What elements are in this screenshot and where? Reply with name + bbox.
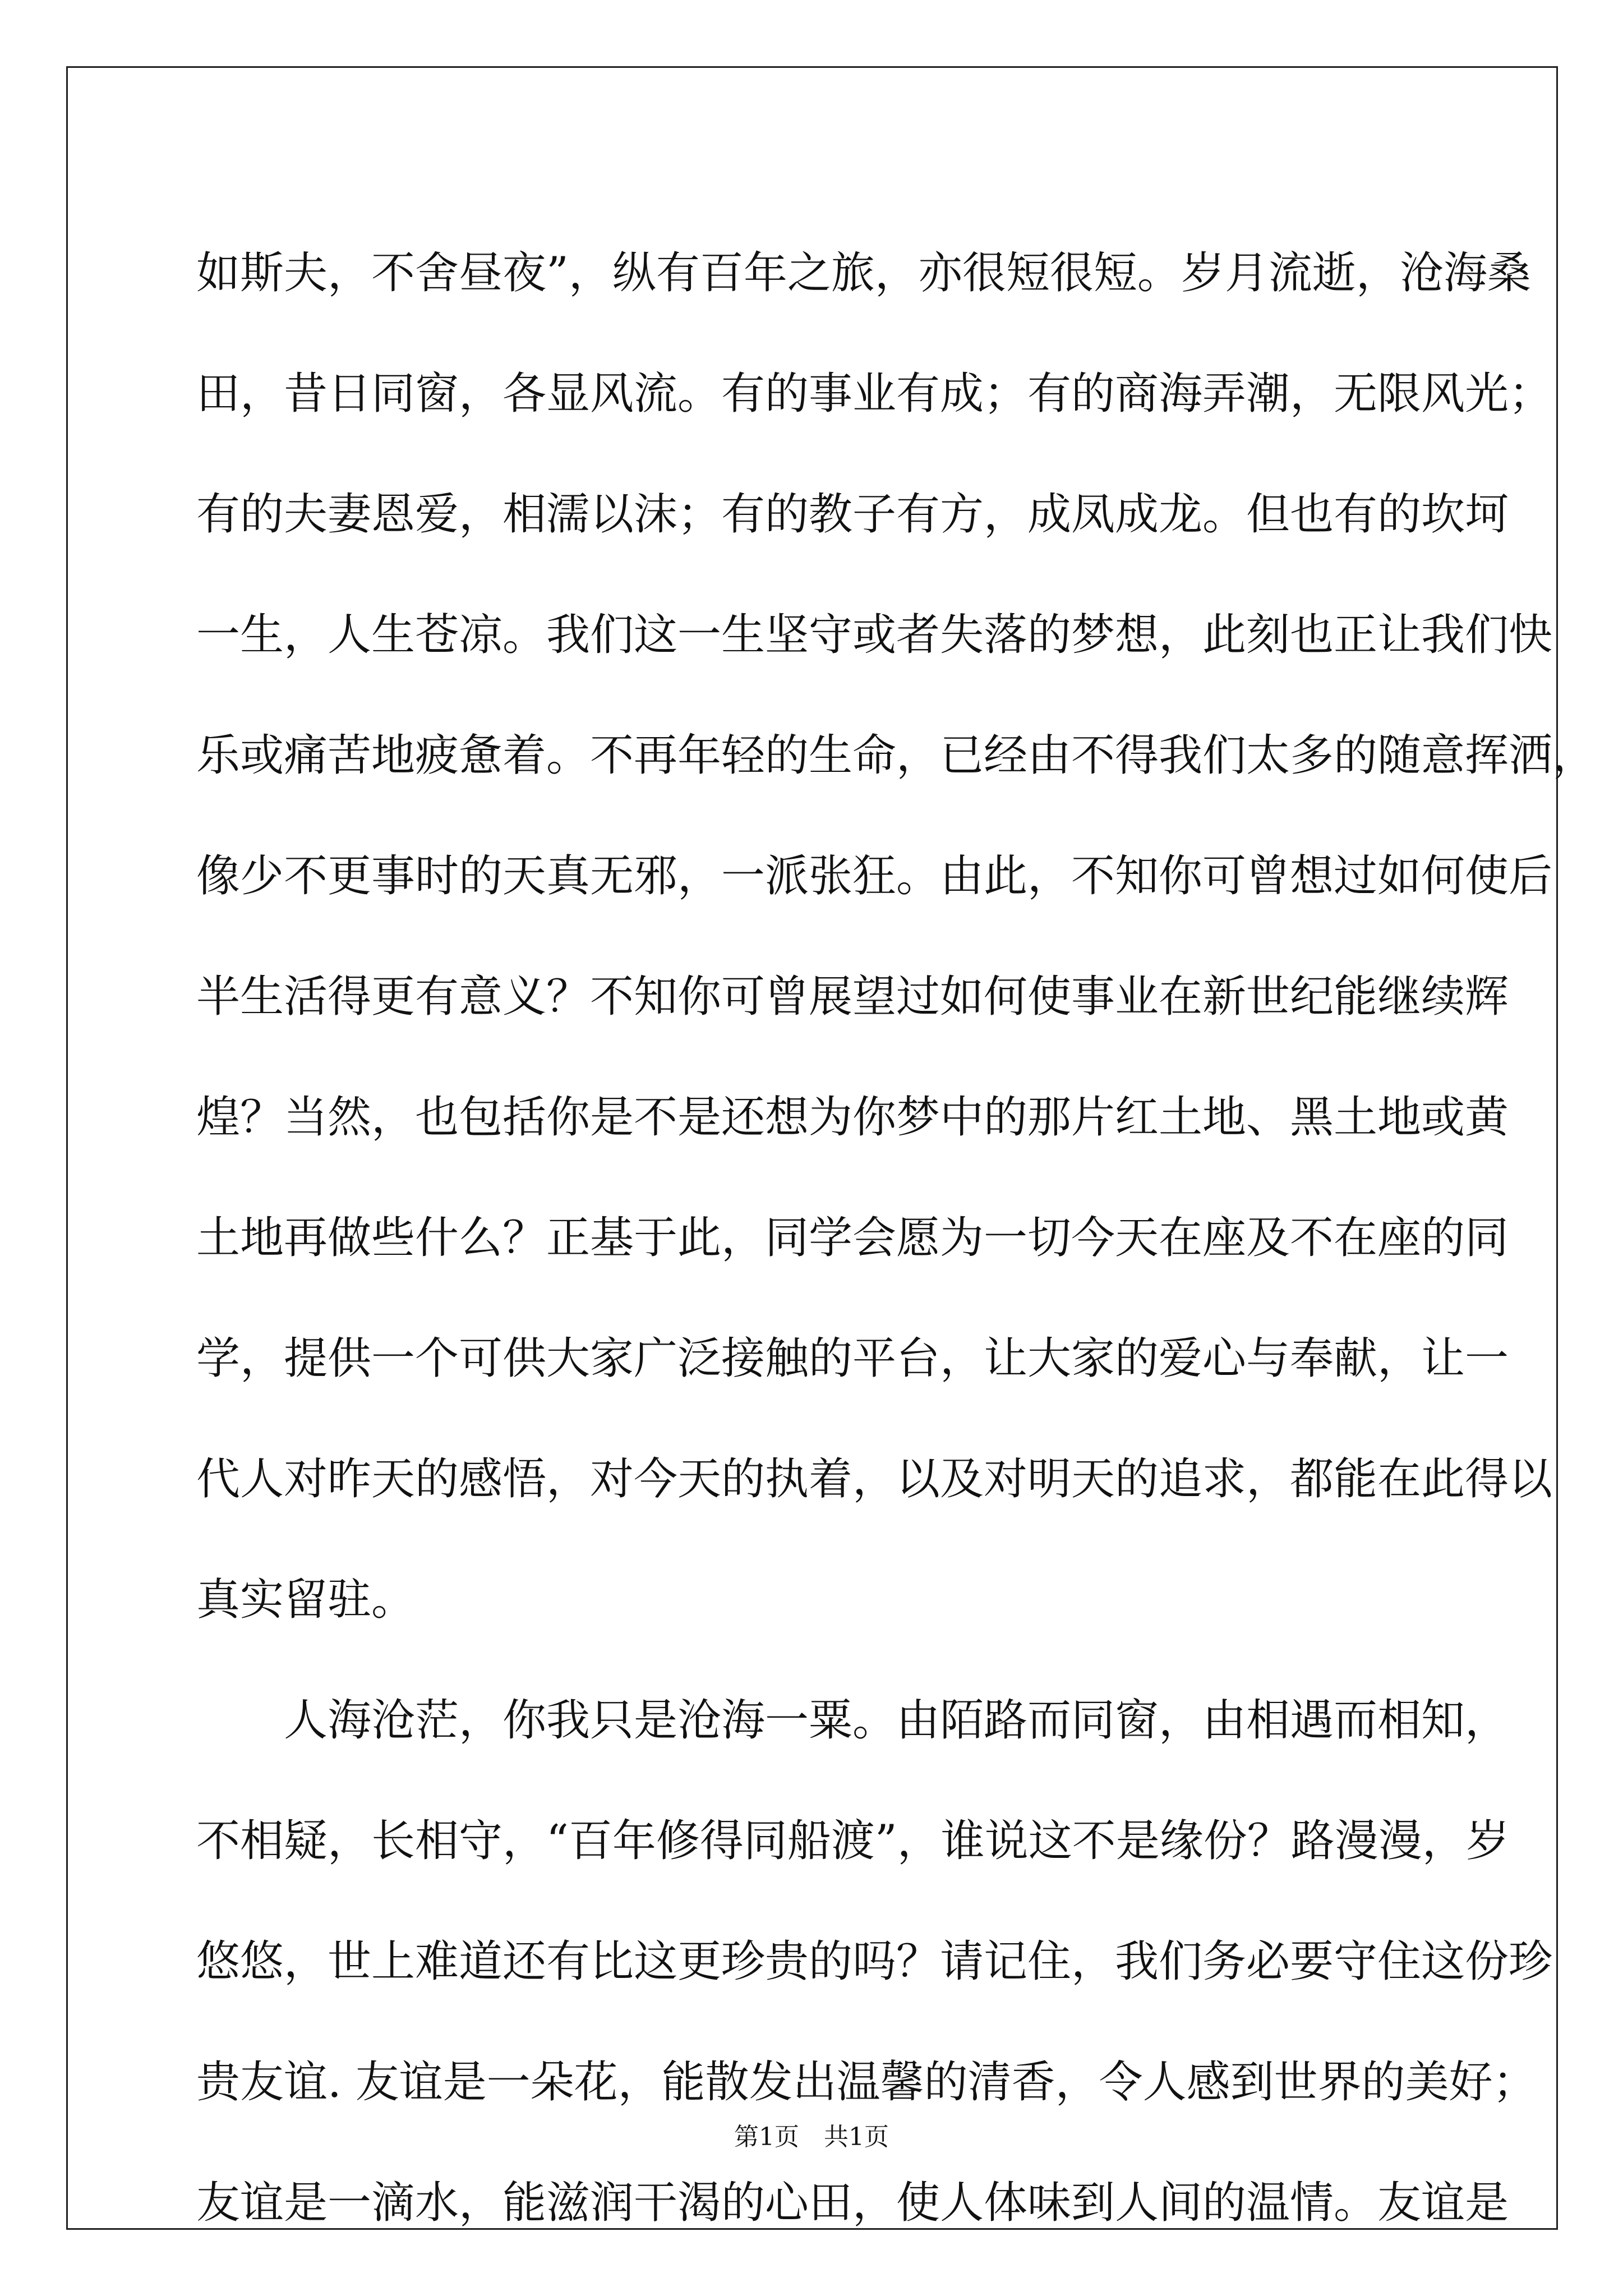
document-body: [196, 213, 1597, 2263]
text-line: 煌？当然，也包括你是不是还想为你梦中的那片红土地、黑土地或黄: [196, 1092, 1509, 1143]
text-line: 半生活得更有意义？不知你可曾展望过如何使事业在新世纪能继续辉: [196, 972, 1509, 1022]
text-line: 代人对昨天的感悟，对今天的执着，以及对明天的追求，都能在此得以: [196, 1454, 1553, 1504]
text-line: 一生，人生苍凉。我们这一生坚守或者失落的梦想，此刻也正让我们快: [196, 610, 1553, 660]
text-line: 真实留驻。: [196, 1575, 416, 1625]
text-line: 不相疑，长相守，“百年修得同船渡”，谁说这不是缘份？路漫漫，岁: [196, 1816, 1510, 1866]
text-line: 土地再做些什么？正基于此，同学会愿为一切今天在座及不在座的同: [196, 1213, 1509, 1263]
text-line: 田，昔日同窗，各显风流。有的事业有成；有的商海弄潮，无限风光；: [196, 369, 1553, 419]
text-line: 有的夫妻恩爱，相濡以沫；有的教子有方，成凤成龙。但也有的坎坷: [196, 489, 1509, 540]
text-line: 乐或痛苦地疲惫着。不再年轻的生命，已经由不得我们太多的随意挥洒，: [196, 730, 1597, 781]
text-line: 友谊是一滴水，能滋润干渴的心田，使人体味到人间的温情。友谊是: [196, 2178, 1509, 2228]
text-line: 贵友谊. 友谊是一朵花，能散发出温馨的清香，令人感到世界的美好；: [196, 2057, 1537, 2108]
text-line: 像少不更事时的天真无邪，一派张狂。由此，不知你可曾想过如何使后: [196, 851, 1553, 901]
text-line: 学，提供一个可供大家广泛接触的平台，让大家的爱心与奉献，让一: [196, 1333, 1509, 1384]
text-line: 悠悠，世上难道还有比这更珍贵的吗？请记住，我们务必要守住这份珍: [196, 1936, 1553, 1987]
paragraph-start-line: 人海沧茫，你我只是沧海一粟。由陌路而同窗，由相遇而相知，: [284, 1695, 1509, 1746]
page-number-footer: 第1页 共1页: [734, 2123, 889, 2151]
text-line: 如斯夫，不舍昼夜”，纵有百年之旅，亦很短很短。岁月流逝，沧海桑: [196, 248, 1531, 298]
